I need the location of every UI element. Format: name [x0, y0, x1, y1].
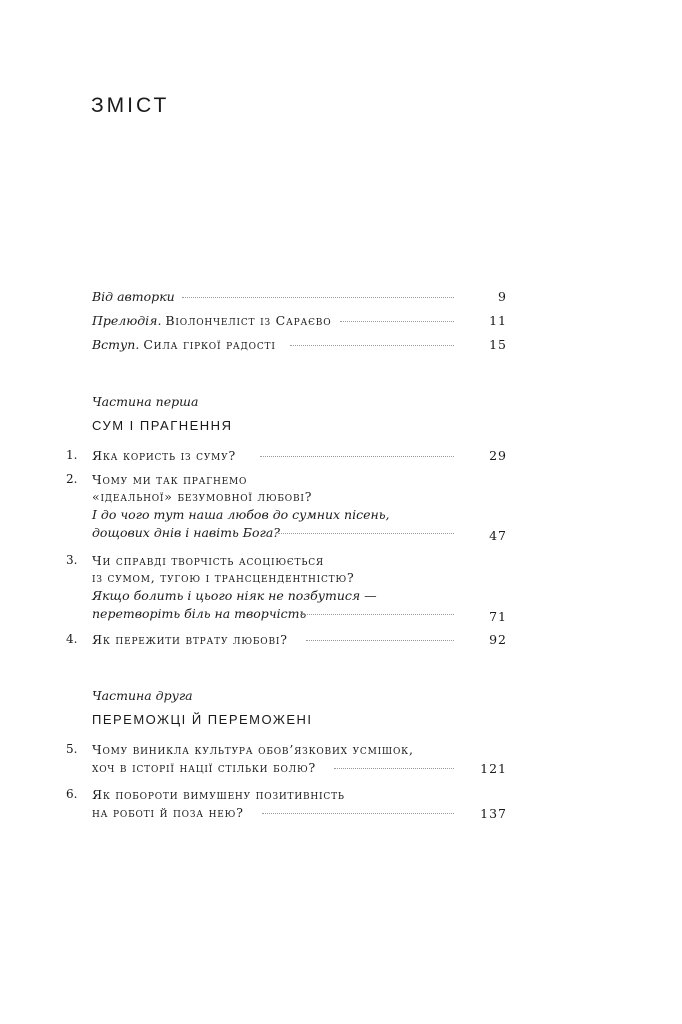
part-label: Частина друга: [92, 688, 193, 703]
entry-label: Прелюдія.: [92, 313, 162, 328]
chapter-title-line: Чому виникла культура обов’язкових усмішок,: [92, 742, 414, 757]
chapter-number: 1.: [66, 448, 78, 462]
leader-dots: [290, 345, 454, 346]
page-number: 92: [489, 632, 507, 647]
chapter-number: 4.: [66, 632, 78, 646]
chapter-subtitle-line: дощових днів і навіть Бога?: [92, 525, 280, 540]
chapter-number: 6.: [66, 787, 78, 801]
page-number: 15: [489, 337, 507, 352]
chapter-title-line: на роботі й поза нею?: [92, 805, 244, 820]
leader-dots: [306, 640, 454, 641]
page-number: 137: [480, 806, 507, 821]
chapter-title-line: Чому ми так прагнемо: [92, 472, 248, 487]
part-title: СУМ І ПРАГНЕННЯ: [92, 418, 233, 433]
chapter-number: 2.: [66, 472, 78, 486]
chapter-title-line: із сумом, тугою і трансцендентністю?: [92, 570, 355, 585]
page-number: 29: [489, 448, 507, 463]
chapter-title-line: Яка користь із суму?: [92, 448, 236, 463]
entry-title: Віолончеліст із Сараєво: [165, 313, 332, 328]
chapter-subtitle-line: Якщо болить і цього ніяк не позбутися —: [92, 588, 377, 603]
leader-dots: [340, 321, 454, 322]
entry-label: Вступ.: [92, 337, 140, 352]
chapter-title-line: Як побороти вимушену позитивність: [92, 787, 345, 802]
chapter-subtitle-line: І до чого тут наша любов до сумних пісень,: [92, 507, 390, 522]
leader-dots: [182, 297, 454, 298]
chapter-number: 3.: [66, 553, 78, 567]
leader-dots: [260, 456, 454, 457]
leader-dots: [300, 614, 454, 615]
page-number: 71: [489, 609, 507, 624]
chapter-title-line: хоч в історії нації стільки болю?: [92, 760, 317, 775]
page-number: 9: [498, 289, 507, 304]
chapter-title-line: «ідеальної» безумовної любові?: [92, 489, 313, 504]
page-title: ЗМІСТ: [91, 94, 170, 117]
chapter-number: 5.: [66, 742, 78, 756]
part-label: Частина перша: [92, 394, 199, 409]
page-number: 11: [489, 313, 507, 328]
page-number: 47: [489, 528, 507, 543]
leader-dots: [262, 813, 454, 814]
leader-dots: [334, 768, 454, 769]
entry-title: Від авторки: [92, 289, 175, 304]
chapter-subtitle-line: перетворіть біль на творчість: [92, 606, 307, 621]
entry-title: Сила гіркої радості: [143, 337, 276, 352]
page-number: 121: [480, 761, 507, 776]
chapter-title-line: Як пережити втрату любові?: [92, 632, 288, 647]
part-title: ПЕРЕМОЖЦІ Й ПЕРЕМОЖЕНІ: [92, 712, 313, 727]
chapter-title-line: Чи справді творчість асоціюється: [92, 553, 324, 568]
leader-dots: [278, 533, 454, 534]
